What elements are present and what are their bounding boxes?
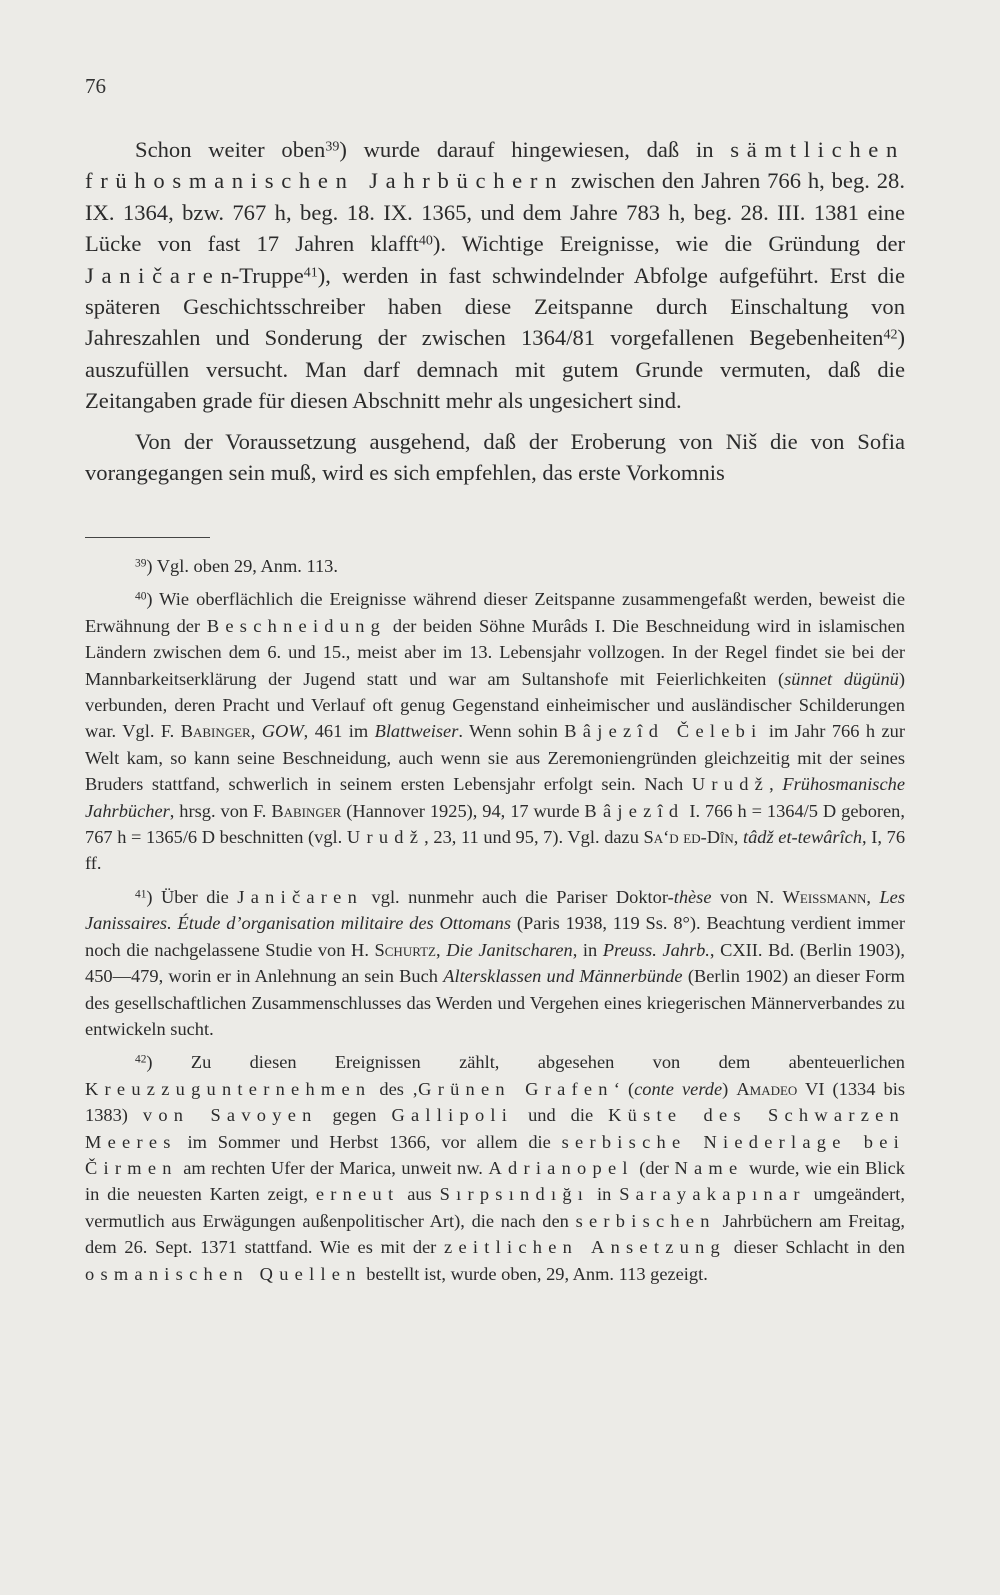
footnote-41: $^{41}$) Über die Janičaren vgl. nunmehr auch die Pariser Doktor-thèse von N. Weissmann, Les Janissaires. Étude d’organisation militaire des Ottomans (Paris 1938, 119 Ss. 8°). Beachtung verdient immer noch die nachgelassene Studie von H. Schurtz, Die Janitscharen, in Preuss. Jahrb., CXII. Bd. (Berlin 1903), 450—479, worin er in Anlehnung an sein Buch Altersklassen und Männerbünde (Berlin 1902) an dieser Form des gesellschaftlichen Zusammenschlusses das Werden und Vergehen eines kriegerischen Männerverbandes zu entwickeln sucht. (85, 886, 906, 1039)
footnotes (85, 553, 905, 1287)
footnote-40: $^{40}$) Wie oberflächlich die Ereignisse während dieser Zeitspanne zusammengefaßt werden, beweist die Erwähnung der Beschneidung der beiden Söhne Murâds I. Die Beschneidung wird in islamischen Ländern zwischen dem 6. und 15., meist aber im 13. Lebensjahr vollzogen. In der Regel findet sie bei der Mannbarkeitserklärung der Jugend statt und war am Sultanshofe mit Feierlichkeiten (sünnet dügünü) verbunden, deren Pracht und Verlauf oft genug Gegenstand einheimischer und ausländischer Schilderungen war. Vgl. F. Babinger, GOW, 461 im Blattweiser. Wenn sohin Bâjezîd Čelebi im Jahr 766 h zur Welt kam, so kann seine Beschneidung, auch wenn sie aus Zeremoniengründen gleichzeitig mit der seines Bruders stattfand, schwerlich in seinem ersten Lebensjahr erfolgt sein. Nach Urudž, Frühosmanische Jahrbücher, hrsg. von F. Babinger (Hannover 1925), 94, 17 wurde Bâjezîd I. 766 h = 1364/5 D geboren, 767 h = 1365/6 D beschnitten (vgl. Urudž, 23, 11 und 95, 7). Vgl. dazu Sa‘d ed-Dîn, tâdž et-tewârîch, I, 76 ff. (85, 589, 906, 874)
footnote-separator (85, 537, 210, 538)
footnote-39: $^{39}$) Vgl. oben 29, Anm. 113. (135, 556, 338, 576)
footnote-42: $^{42}$) Zu diesen Ereignissen zählt, abgesehen von dem abenteuerlichen Kreuzzugunternehmen des ‚Grünen Grafen‘ (conte verde) Amadeo VI (1334 bis 1383) von Savoyen gegen Gallipoli und die Küste des Schwarzen Meeres im Sommer und Herbst 1366, vor allem die serbische Niederlage bei Čirmen am rechten Ufer der Marica, unweit nw. Adrianopel (der Name wurde, wie ein Blick in die neuesten Karten zeigt, erneut aus Sırpsındığı in Sarayakapınar umgeändert, vermutlich aus Erwägungen außenpolitischer Art), die nach den serbischen Jahrbüchern am Freitag, dem 26. Sept. 1371 stattfand. Wie es mit der zeitlichen Ansetzung dieser Schlacht in den osmanischen Quellen bestellt ist, wurde oben, 29, Anm. 113 gezeigt. (85, 1052, 906, 1284)
paragraph: Von der Voraussetzung ausgehend, daß der Eroberung von Niš die von Sofia vorangegangen sein muß, wird es sich empfehlen, das erste Vorkomnis (85, 428, 905, 486)
main-text (85, 134, 905, 488)
paragraph: Schon weiter oben$^{39}$) wurde darauf hingewiesen, daß in sämtlichen frühosmanischen Jahrbüchern zwischen den Jahren 766 h, beg. 28. IX. 1364, bzw. 767 h, beg. 18. IX. 1365, und dem Jahre 783 h, beg. 28. III. 1381 eine Lücke von fast 17 Jahren klafft$^{40}$). Wichtige Ereignisse, wie die Gründung der Janičaren-Truppe$^{41}$), werden in fast schwindelnder Abfolge aufgeführt. Erst die späteren Geschichtsschreiber haben diese Zeitspanne durch Einschaltung von Jahreszahlen und Sonderung der zwischen 1364/81 vorgefallenen Begebenheiten$^{42}$) auszufüllen versucht. Man darf demnach mit gutem Grunde vermuten, daß die Zeitangaben grade für diesen Abschnitt mehr als ungesichert sind. (85, 137, 905, 414)
page-number: 76 (85, 74, 106, 98)
